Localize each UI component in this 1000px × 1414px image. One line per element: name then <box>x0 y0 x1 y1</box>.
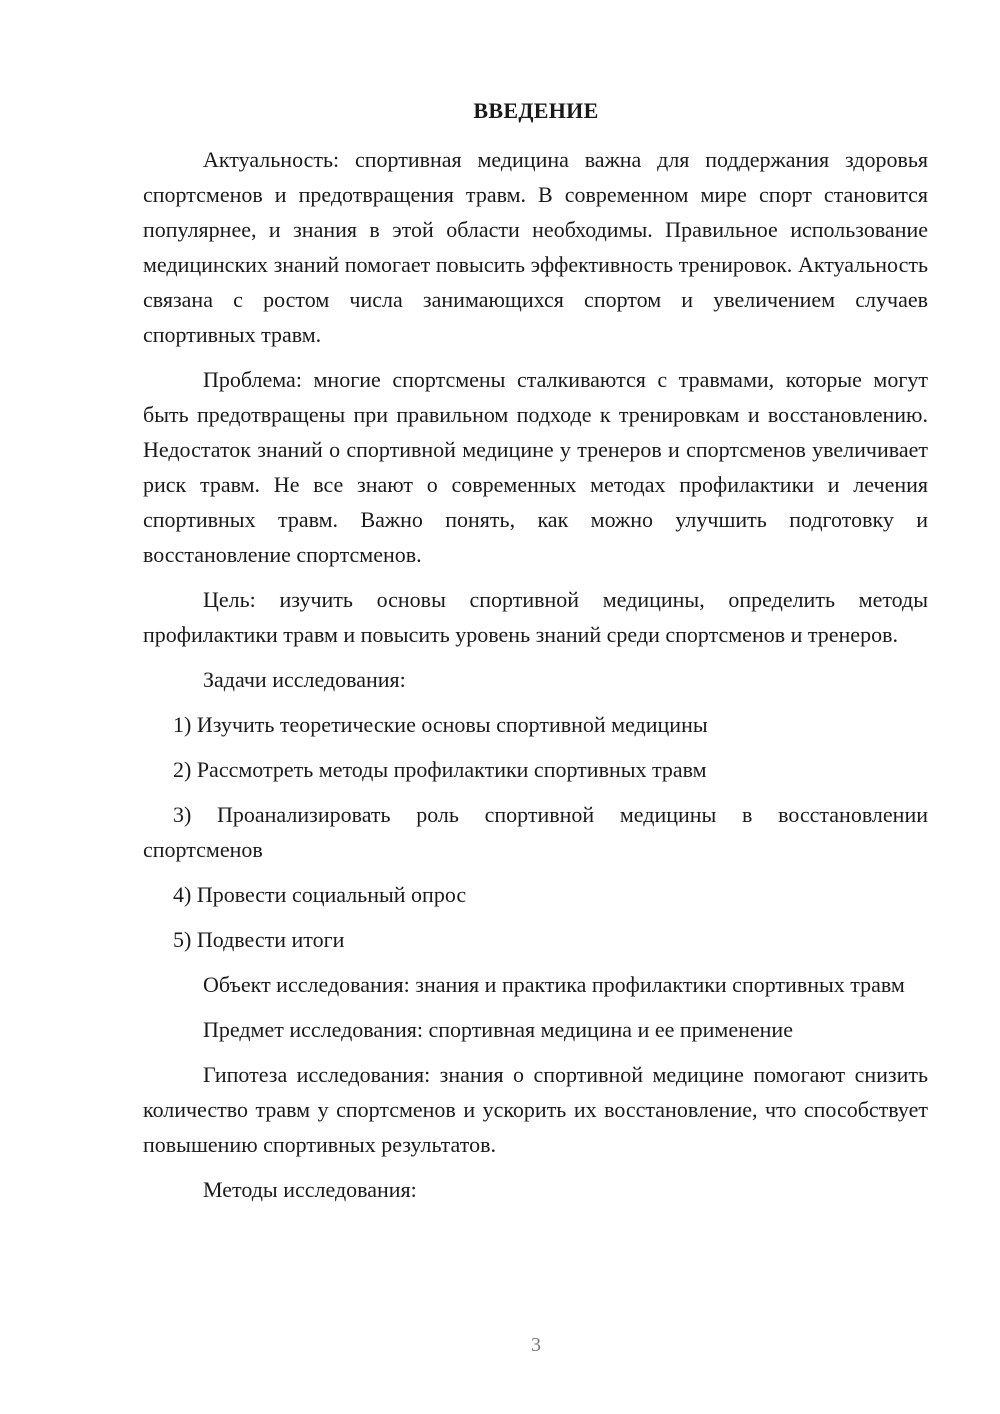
task-item-4: 4) Провести социальный опрос <box>173 882 467 907</box>
paragraph-relevance: Актуальность: спортивная медицина важна для поддержания здоровья спортсменов и предотвращения травм. В современном мире спорт становится популярнее, и знания в этой области необходимы. Правильное использование медицинских знаний помогает повысить эффективность тренировок. Актуальность связана с ростом числа занимающихся спортом и увеличением случаев спортивных травм. <box>143 147 928 347</box>
paragraph-methods: Методы исследования: <box>203 1177 417 1202</box>
task-item-5: 5) Подвести итоги <box>173 927 345 952</box>
paragraph-object: Объект исследования: знания и практика профилактики спортивных травм <box>203 972 905 997</box>
task-item-3: 3) Проанализировать роль спортивной медицины в восстановлении спортсменов <box>143 802 928 862</box>
paragraph-goal: Цель: изучить основы спортивной медицины, определить методы профилактики травм и повысить уровень знаний среди спортсменов и тренеров. <box>143 587 928 647</box>
body-text <box>143 142 928 1217</box>
paragraph-hypothesis: Гипотеза исследования: знания о спортивной медицине помогают снизить количество травм у спортсменов и ускорить их восстановление, что способствует повышению спортивных результатов. <box>143 1062 928 1157</box>
section-title: ВВЕДЕНИЕ <box>473 98 599 123</box>
paragraph-subject: Предмет исследования: спортивная медицина и ее применение <box>203 1017 793 1042</box>
paragraph-problem: Проблема: многие спортсмены сталкиваются с травмами, которые могут быть предотвращены при правильном подходе к тренировкам и восстановлению. Недостаток знаний о спортивной медицине у тренеров и спортсменов увеличивает риск травм. Не все знают о современных методах профилактики и лечения спортивных травм. Важно понять, как можно улучшить подготовку и восстановление спортсменов. <box>143 367 928 567</box>
task-item-1: 1) Изучить теоретические основы спортивной медицины <box>173 712 708 737</box>
page-number: 3 <box>531 1334 541 1356</box>
task-item-2: 2) Рассмотреть методы профилактики спортивных травм <box>173 757 707 782</box>
paragraph-tasks-heading: Задачи исследования: <box>203 667 406 692</box>
